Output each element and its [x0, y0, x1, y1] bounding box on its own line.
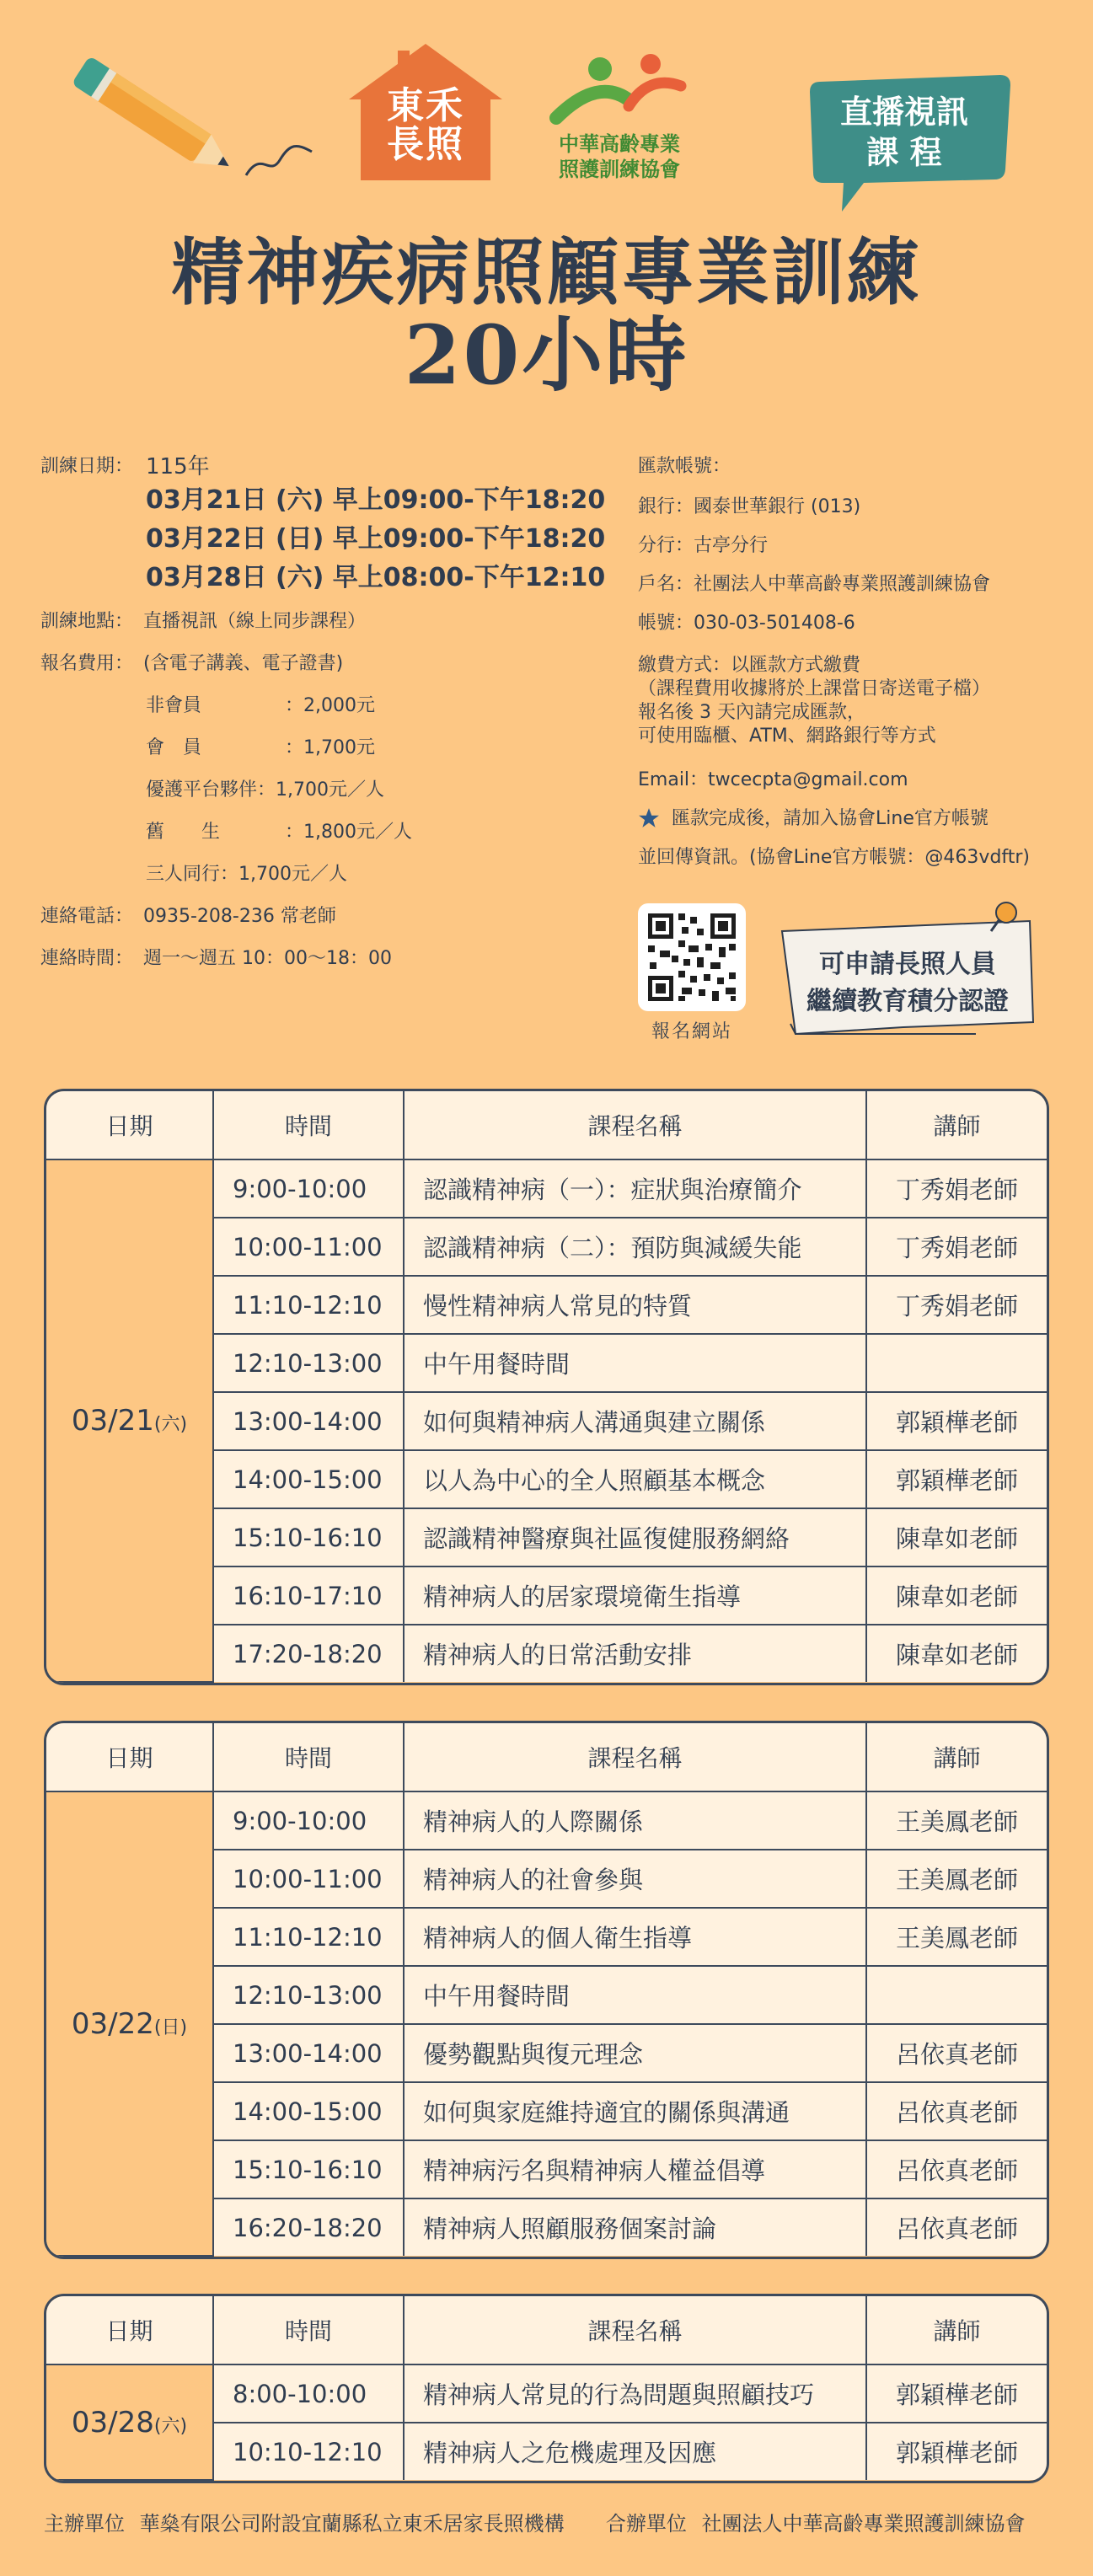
header-time: 時間 — [213, 1723, 404, 1791]
course-cell: 認識精神病（一）：症狀與治療簡介 — [404, 1159, 866, 1218]
header-date: 日期 — [46, 2296, 213, 2364]
time-cell: 17:20-18:20 — [213, 1625, 404, 1682]
teacher-cell: 王美鳳老師 — [866, 1850, 1047, 1908]
assoc-name-line1: 中華高齡專業 — [559, 132, 680, 156]
remit-title: 匯款帳號： — [638, 456, 731, 477]
weekday: (六) — [153, 2415, 188, 2437]
session-date — [46, 2364, 213, 2480]
date-line-3: 03月28日 (六) 早上08:00-下午12:10 — [146, 563, 606, 592]
course-cell: 精神病人的人際關係 — [404, 1791, 866, 1850]
credit-note — [777, 913, 1038, 1039]
table-row — [46, 1791, 1047, 1850]
time-cell: 9:00-10:00 — [213, 1791, 404, 1850]
time-cell: 8:00-10:00 — [213, 2364, 404, 2423]
time-cell: 13:00-14:00 — [213, 2024, 404, 2082]
live-course-badge — [805, 72, 1015, 215]
date-value: 03/22 — [71, 2006, 154, 2041]
teacher-cell: 陳韋如老師 — [866, 1566, 1047, 1625]
training-info — [40, 455, 622, 989]
header-time: 時間 — [213, 2296, 404, 2364]
header-time: 時間 — [213, 1091, 404, 1159]
title-line2: 20小時 — [404, 308, 689, 403]
dongho-logo — [346, 40, 506, 184]
teacher-cell: 丁秀娟老師 — [866, 1276, 1047, 1334]
course-cell: 精神病人的居家環境衛生指導 — [404, 1566, 866, 1625]
time-cell: 11:10-12:10 — [213, 1908, 404, 1966]
pushpin-icon — [986, 897, 1025, 936]
time-cell: 9:00-10:00 — [213, 1159, 404, 1218]
footer — [44, 2507, 1055, 2536]
course-cell: 中午用餐時間 — [404, 1334, 866, 1392]
teacher-cell: 呂依真老師 — [866, 2082, 1047, 2140]
cohost-org: 社團法人中華高齡專業照護訓練協會 — [701, 2512, 1026, 2536]
weekday: (日) — [153, 2016, 188, 2038]
account-number: 帳號：030-03-501408-6 — [638, 613, 855, 634]
time-cell: 14:00-15:00 — [213, 1450, 404, 1508]
year: 115年 — [146, 454, 210, 479]
fee-label: 報名費用： — [40, 653, 134, 674]
time-cell: 10:00-11:00 — [213, 1850, 404, 1908]
course-cell: 認識精神病（二）：預防與減緩失能 — [404, 1218, 866, 1276]
date-value: 03/28 — [71, 2405, 154, 2439]
credit-note-line2: 繼續教育積分認證 — [806, 987, 1009, 1016]
teacher-cell: 丁秀娟老師 — [866, 1218, 1047, 1276]
location-label: 訓練地點： — [40, 611, 134, 632]
location: 直播視訊（線上同步課程） — [143, 611, 367, 632]
teacher-cell: 呂依真老師 — [866, 2198, 1047, 2256]
teacher-cell — [866, 1966, 1047, 2024]
fee-price: ：2,000元 — [285, 695, 375, 716]
time-cell: 10:10-12:10 — [213, 2423, 404, 2480]
fee-item: 會 員 — [146, 737, 202, 758]
cohost-label: 合辦單位 — [605, 2512, 687, 2536]
weekday: (六) — [153, 1414, 188, 1435]
teacher-cell: 陳韋如老師 — [866, 1625, 1047, 1682]
fee-price: ：1,700元 — [285, 737, 375, 758]
time-cell: 12:10-13:00 — [213, 1966, 404, 2024]
title-line1: 精神疾病照顧專業訓練 — [171, 230, 922, 315]
schedule-table-day1 — [44, 1089, 1049, 1685]
session-date — [46, 1791, 213, 2256]
time-cell: 16:20-18:20 — [213, 2198, 404, 2256]
association-logo — [548, 51, 691, 185]
logo-text-line2: 長照 — [387, 123, 464, 166]
bank: 銀行：國泰世華銀行 (013) — [638, 496, 861, 517]
payment-note: 可使用臨櫃、ATM、網路銀行等方式 — [638, 726, 936, 747]
course-cell: 以人為中心的全人照顧基本概念 — [404, 1450, 866, 1508]
host-label: 主辦單位 — [44, 2512, 125, 2536]
course-cell: 如何與家庭維持適宜的關係與溝通 — [404, 2082, 866, 2140]
time-cell: 15:10-16:10 — [213, 1508, 404, 1566]
date-line-2: 03月22日 (日) 早上09:00-下午18:20 — [146, 524, 606, 554]
logo-text-line1: 東禾 — [387, 84, 464, 127]
fee-item: 優護平台夥伴：1,700元／人 — [146, 779, 384, 801]
teacher-cell: 郭穎樺老師 — [866, 1450, 1047, 1508]
fee-price: ：1,800元／人 — [285, 822, 412, 843]
table-row — [46, 2364, 1047, 2423]
course-cell: 精神病人的日常活動安排 — [404, 1625, 866, 1682]
teacher-cell: 丁秀娟老師 — [866, 1159, 1047, 1218]
course-cell: 優勢觀點與復元理念 — [404, 2024, 866, 2082]
table-header-row — [46, 1091, 1047, 1159]
assoc-name-line2: 照護訓練協會 — [559, 158, 680, 181]
course-cell: 中午用餐時間 — [404, 1966, 866, 2024]
course-cell: 精神病人的社會參與 — [404, 1850, 866, 1908]
time-cell: 16:10-17:10 — [213, 1566, 404, 1625]
date-value: 03/21 — [71, 1404, 154, 1438]
hours: 週一～週五 10：00～18：00 — [143, 948, 392, 969]
branch: 分行：古亭分行 — [638, 535, 769, 556]
course-cell: 精神病人的個人衛生指導 — [404, 1908, 866, 1966]
payment-method: 繳費方式：以匯款方式繳費 — [638, 655, 861, 676]
pencil-icon — [59, 51, 337, 185]
table-header-row — [46, 2296, 1047, 2364]
session-date — [46, 1159, 213, 1682]
header-course: 課程名稱 — [404, 2296, 866, 2364]
course-cell: 認識精神醫療與社區復健服務網絡 — [404, 1508, 866, 1566]
credit-note-line1: 可申請長照人員 — [819, 950, 996, 979]
table-row — [46, 1159, 1047, 1218]
badge-line2: 課 程 — [866, 134, 942, 171]
teacher-cell: 郭穎樺老師 — [866, 1392, 1047, 1450]
teacher-cell: 郭穎樺老師 — [866, 2423, 1047, 2480]
line-note-2: 並回傳資訊。(協會Line官方帳號：@463vdftr) — [638, 847, 1031, 868]
time-cell: 10:00-11:00 — [213, 1218, 404, 1276]
line-note: 匯款完成後，請加入協會Line官方帳號 — [672, 808, 989, 829]
teacher-cell: 陳韋如老師 — [866, 1508, 1047, 1566]
fee-note: (含電子講義、電子證書) — [143, 653, 344, 674]
header-date: 日期 — [46, 1723, 213, 1791]
phone-label: 連絡電話： — [40, 906, 134, 927]
time-cell: 14:00-15:00 — [213, 2082, 404, 2140]
teacher-cell: 王美鳳老師 — [866, 1791, 1047, 1850]
fee-item: 三人同行：1,700元／人 — [146, 864, 347, 885]
payment-note: （課程費用收據將於上課當日寄送電子檔） — [638, 678, 991, 699]
time-cell: 11:10-12:10 — [213, 1276, 404, 1334]
host-org: 華燊有限公司附設宜蘭縣私立東禾居家長照機構 — [139, 2512, 565, 2536]
teacher-cell — [866, 1334, 1047, 1392]
date-label: 訓練日期： — [40, 456, 134, 477]
header-date: 日期 — [46, 1091, 213, 1159]
badge-line1: 直播視訊 — [839, 94, 968, 131]
fee-item: 非會員 — [146, 695, 202, 716]
table-header-row — [46, 1723, 1047, 1791]
time-cell: 12:10-13:00 — [213, 1334, 404, 1392]
payment-note: 報名後 3 天內請完成匯款， — [638, 702, 865, 723]
teacher-cell: 王美鳳老師 — [866, 1908, 1047, 1966]
header-course: 課程名稱 — [404, 1091, 866, 1159]
time-cell: 15:10-16:10 — [213, 2140, 404, 2198]
page-title — [0, 230, 1093, 403]
schedule-table-day2 — [44, 1721, 1049, 2259]
fee-item: 舊 生 — [146, 822, 221, 843]
course-cell: 如何與精神病人溝通與建立關係 — [404, 1392, 866, 1450]
teacher-cell: 郭穎樺老師 — [866, 2364, 1047, 2423]
schedule-table-day3 — [44, 2294, 1049, 2483]
qr-code[interactable] — [638, 903, 746, 1011]
qr-caption: 報名網站 — [651, 1021, 732, 1042]
course-cell: 精神病人之危機處理及因應 — [404, 2423, 866, 2480]
star-icon — [638, 807, 660, 836]
phone: 0935-208-236 常老師 — [143, 906, 336, 927]
account-name: 戶名：社團法人中華高齡專業照護訓練協會 — [638, 574, 991, 595]
time-cell: 13:00-14:00 — [213, 1392, 404, 1450]
date-line-1: 03月21日 (六) 早上09:00-下午18:20 — [146, 485, 606, 515]
header-teacher: 講師 — [866, 2296, 1047, 2364]
teacher-cell: 呂依真老師 — [866, 2024, 1047, 2082]
header-teacher: 講師 — [866, 1723, 1047, 1791]
course-cell: 精神病人照顧服務個案討論 — [404, 2198, 866, 2256]
course-cell: 慢性精神病人常見的特質 — [404, 1276, 866, 1334]
header-course: 課程名稱 — [404, 1723, 866, 1791]
teacher-cell: 呂依真老師 — [866, 2140, 1047, 2198]
email: Email：twcecpta@gmail.com — [638, 769, 908, 790]
header-teacher: 講師 — [866, 1091, 1047, 1159]
course-cell: 精神病人常見的行為問題與照顧技巧 — [404, 2364, 866, 2423]
hours-label: 連絡時間： — [40, 948, 134, 969]
payment-info — [638, 455, 1076, 876]
course-cell: 精神病污名與精神病人權益倡導 — [404, 2140, 866, 2198]
